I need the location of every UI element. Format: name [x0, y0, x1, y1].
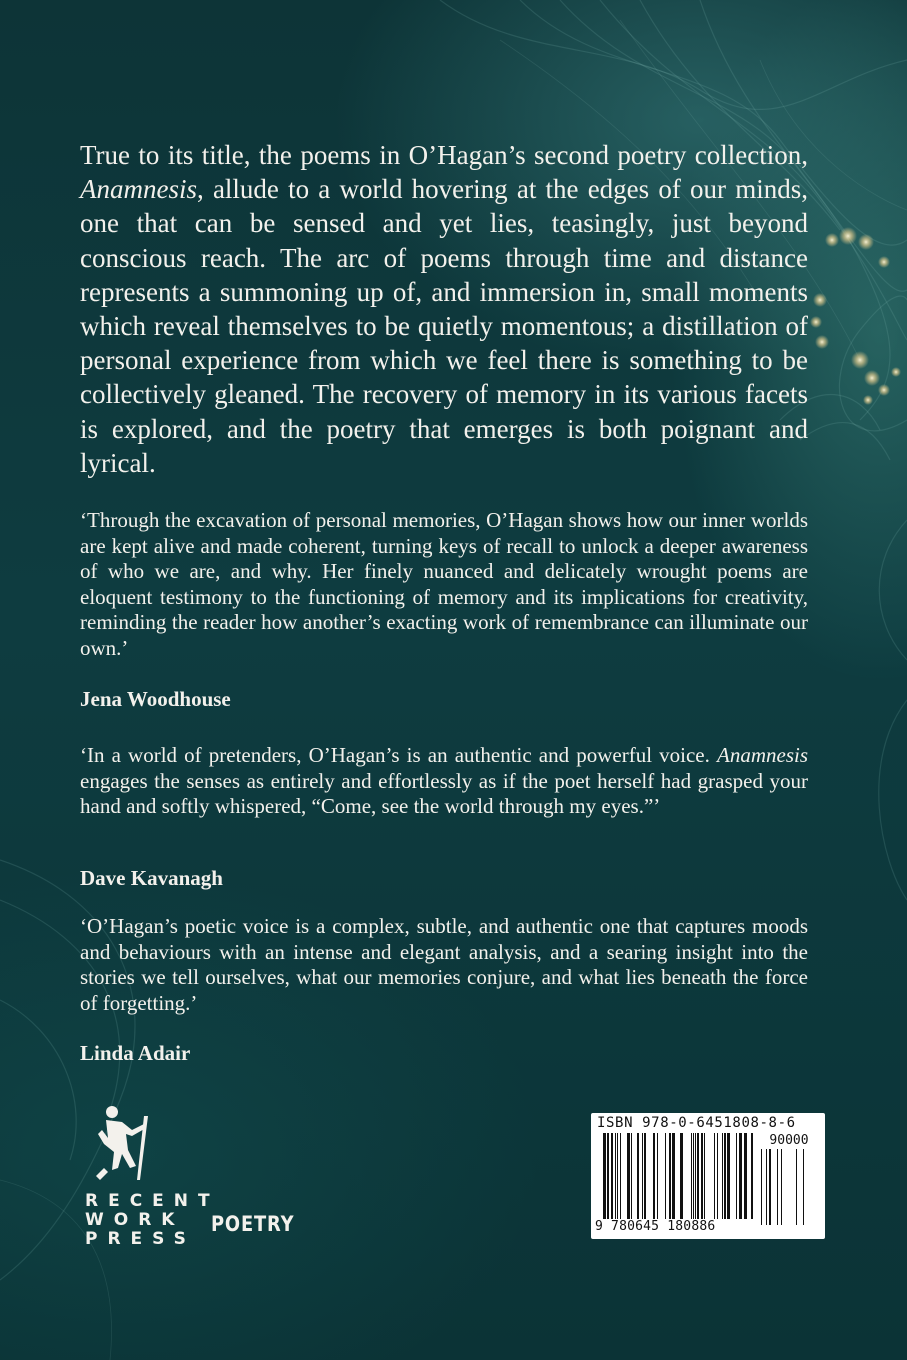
- endorsement-author-3: Linda Adair: [80, 1041, 191, 1065]
- isbn-label: ISBN 978-0-6451808-8-6: [597, 1115, 796, 1131]
- barcode-bar: [644, 1133, 646, 1225]
- barcode-bar: [781, 1149, 782, 1225]
- barcode-bar: [714, 1133, 715, 1225]
- barcode-bar: [695, 1133, 696, 1225]
- publisher-name-line-3: PRESS: [85, 1229, 196, 1249]
- isbn-barcode: [591, 1113, 825, 1239]
- ean-barcode-bars: [603, 1133, 753, 1225]
- price-addon-digits: 90000: [769, 1133, 809, 1148]
- barcode-bar: [769, 1149, 771, 1225]
- barcode-bar: [751, 1133, 753, 1225]
- book-title-italic: Anamnesis: [80, 174, 197, 205]
- barcode-bar: [669, 1133, 671, 1225]
- barcode-bar: [697, 1133, 699, 1225]
- publisher-name: [85, 1191, 220, 1249]
- quote-2-title-italic: Anamnesis: [717, 743, 808, 767]
- barcode-bar: [615, 1133, 616, 1225]
- ean-digits: 9 780645 180886: [595, 1219, 755, 1234]
- barcode-bar: [777, 1149, 778, 1225]
- barcode-bar: [603, 1133, 606, 1225]
- barcode-bar: [607, 1133, 609, 1225]
- barcode-bar: [665, 1133, 666, 1225]
- blurb-text-end: , allude to a world hovering at the edges of our minds, one that can be sensed and yet lies, teasingly, just beyond conscious reach. The arc of poems through time and distance represents a summoning up of, and immersion in, small moments which reveal themselves to be quietly momentous; a distillation of personal experience from which we feel there is something to be collectively gleaned. The recovery of memory in its various facets is explored, and the poetry that emerges is both poignant and lyrical.: [80, 174, 808, 478]
- publisher-name-line-2: WORK: [85, 1210, 185, 1230]
- barcode-bar: [761, 1149, 762, 1225]
- endorsement-quote-2: [80, 743, 808, 820]
- blurb-text-start: True to its title, the poems in O’Hagan’s second poetry collection,: [80, 140, 808, 170]
- barcode-bar: [766, 1149, 767, 1225]
- barcode-bar: [701, 1133, 703, 1225]
- barcode-bar: [617, 1133, 618, 1225]
- barcode-bar: [672, 1133, 675, 1225]
- barcode-bar: [657, 1133, 658, 1225]
- barcode-bar: [691, 1133, 692, 1225]
- barcode-bar: [704, 1133, 705, 1225]
- figure-with-staff-icon: [92, 1104, 162, 1184]
- addon-barcode-bars: [761, 1149, 813, 1225]
- barcode-bar: [803, 1149, 804, 1225]
- endorsement-quote-3: ‘O’Hagan’s poetic voice is a complex, subtle, and authentic one that captures moods and behaviours with an intense and elegant analysis, and a searing insight into the stories we tell ourselves, what our memories conjure, and what lies beneath the force of forgetting.’: [80, 914, 808, 1015]
- book-description: [80, 138, 808, 480]
- barcode-bar: [736, 1133, 737, 1225]
- barcode-bar: [724, 1133, 726, 1225]
- barcode-bar: [627, 1133, 630, 1225]
- barcode-bar: [744, 1133, 747, 1225]
- barcode-bar: [620, 1133, 621, 1225]
- barcode-bar: [739, 1133, 742, 1225]
- barcode-bar: [680, 1133, 683, 1225]
- endorsement-author-2: Dave Kavanagh: [80, 866, 223, 890]
- barcode-bar: [642, 1133, 643, 1225]
- barcode-bar: [717, 1133, 718, 1225]
- quote-2-end: engages the senses as entirely and effortlessly as if the poet herself had grasped your hand and softly whispered, “Come, see the world through my eyes.”’: [80, 768, 808, 819]
- quote-2-start: ‘In a world of pretenders, O’Hagan’s is an authentic and powerful voice.: [80, 743, 717, 767]
- publisher-logo: [80, 1104, 220, 1249]
- barcode-bar: [611, 1133, 613, 1225]
- endorsement-quote-1: ‘Through the excavation of personal memories, O’Hagan shows how our inner worlds are kept alive and made coherent, turning keys of recall to unlock a deeper awareness of who we are, and why. Her finely nuanced and delicately wrought poems are eloquent testimony to the functioning of memory and its implications for creativity, reminding the reader how another’s exacting work of remembrance can illuminate our own.’: [80, 508, 808, 660]
- publisher-name-line-1: RECENT: [85, 1191, 220, 1211]
- barcode-bar: [796, 1149, 797, 1225]
- endorsement-author-1: Jena Woodhouse: [80, 687, 231, 711]
- genre-label: POETRY: [211, 1212, 295, 1236]
- barcode-bar: [631, 1133, 632, 1225]
- barcode-bar: [727, 1133, 730, 1225]
- barcode-bar: [693, 1133, 694, 1225]
- barcode-bar: [722, 1133, 723, 1225]
- barcode-bar: [653, 1133, 655, 1225]
- barcode-bar: [637, 1133, 639, 1225]
